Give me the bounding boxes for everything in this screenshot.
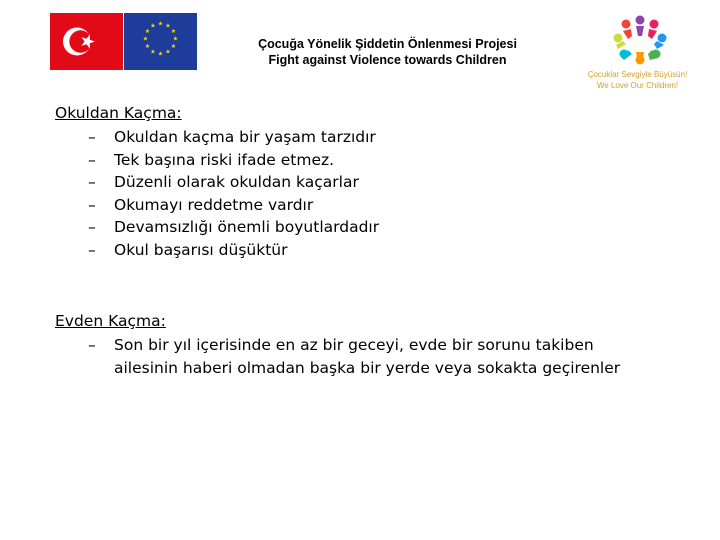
list-item: – Düzenli olarak okuldan kaçarlar <box>55 171 379 194</box>
svg-text:★: ★ <box>142 35 149 43</box>
list-item: – Tek başına riski ifade etmez. <box>55 149 379 172</box>
list-item: – Devamsızlığı önemli boyutlardadır <box>55 216 379 239</box>
dash-icon: – <box>88 173 96 191</box>
page-header <box>210 36 565 68</box>
turkish-flag-icon <box>50 13 123 70</box>
project-title-tr: Çocuğa Yönelik Şiddetin Önlenmesi Projesi <box>258 37 517 51</box>
dash-icon: – <box>88 218 96 236</box>
section-heading: Okuldan Kaçma: <box>55 104 182 122</box>
tagline-en: We Love Our Children! <box>596 81 679 90</box>
list-item: – Son bir yıl içerisinde en az bir geceyi, evde bir sorunu takiben ailesinin haberi olmadan başka bir yerde veya sokakta geçirenler <box>88 336 621 377</box>
project-title-en: Fight against Violence towards Children <box>268 53 507 67</box>
svg-text:★: ★ <box>150 48 156 56</box>
bullet-list <box>55 126 379 261</box>
svg-text:★: ★ <box>157 50 164 58</box>
dash-icon: – <box>88 336 96 354</box>
bullet-list <box>55 334 636 379</box>
section-evden-kacma <box>55 310 636 379</box>
dash-icon: – <box>88 195 96 214</box>
list-item: – Okumayı reddetme vardır <box>55 194 379 217</box>
tagline-tr: Çocuklar Sevgiyle Büyüsün! <box>587 70 688 79</box>
children-circle-logo-icon <box>612 14 668 66</box>
svg-text:★: ★ <box>165 48 171 56</box>
logo-tagline <box>570 69 705 91</box>
dash-icon: – <box>88 128 96 146</box>
dash-icon: – <box>88 150 96 169</box>
svg-text:★: ★ <box>165 22 171 30</box>
section-okuldan-kacma <box>55 102 379 261</box>
svg-text:★: ★ <box>172 35 179 43</box>
svg-text:★: ★ <box>150 22 156 30</box>
list-item: – Okuldan kaçma bir yaşam tarzıdır <box>55 126 379 149</box>
svg-text:★: ★ <box>144 28 151 35</box>
svg-text:★: ★ <box>170 28 177 35</box>
svg-text:★: ★ <box>157 20 164 28</box>
eu-flag-icon <box>124 13 197 70</box>
svg-text:★: ★ <box>144 43 151 50</box>
list-item: – Okul başarısı düşüktür <box>55 239 379 262</box>
dash-icon: – <box>88 240 96 259</box>
svg-text:★: ★ <box>170 43 177 50</box>
section-heading: Evden Kaçma: <box>55 312 166 330</box>
